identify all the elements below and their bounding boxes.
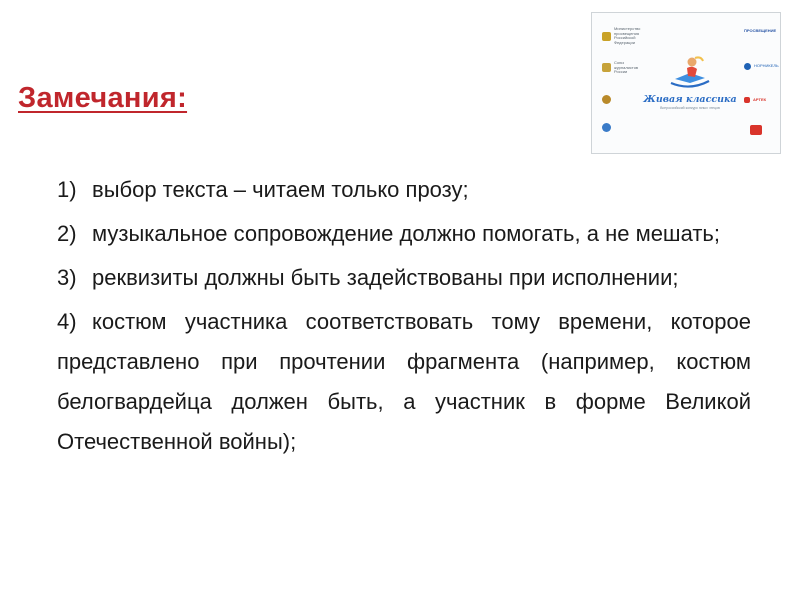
- nornickel-logo: НОРНИКЕЛЬ: [744, 63, 778, 70]
- global-logo: [602, 123, 611, 132]
- globe-icon: [602, 123, 611, 132]
- partner-icon: [750, 125, 762, 135]
- reading-child-icon: [665, 53, 715, 93]
- artek-icon: [744, 97, 750, 103]
- artek-logo: АРТЕК: [744, 97, 773, 103]
- remark-item: 1) выбор текста – читаем только прозу;: [57, 177, 469, 202]
- remark-item: 2) музыкальное сопровождение должно помогать, а не мешать;: [57, 221, 720, 246]
- remarks-list: [57, 170, 751, 466]
- emblem-logo: [602, 95, 611, 104]
- remark-item: 3) реквизиты должны быть задействованы при исполнении;: [57, 265, 679, 290]
- crest-icon: [602, 32, 611, 41]
- remark-item: 4) костюм участника соответствовать тому времени, которое представлено при прочтении фрагмента (например, костюм белогвардейца должен быть, а участник в форме Великой Отечественной войны);: [57, 309, 751, 454]
- zhivaya-klassika-logo: [643, 53, 737, 117]
- emblem-icon: [602, 95, 611, 104]
- partners-logo-panel: [591, 12, 781, 154]
- enlightenment-logo: ПРОСВЕЩЕНИЕ: [744, 28, 777, 33]
- brand-subtitle: Всероссийский конкурс юных чтецов: [660, 106, 720, 110]
- rvio-logo: Союз журналистов России: [602, 61, 640, 75]
- ministry-logo: Министерство просвещения Российской Федерации: [602, 27, 640, 45]
- nornickel-icon: [744, 63, 751, 70]
- star-icon: [602, 63, 611, 72]
- partner-logo: [750, 125, 762, 135]
- brand-title: Живая классика: [643, 94, 737, 105]
- page-title: Замечания:: [18, 82, 188, 114]
